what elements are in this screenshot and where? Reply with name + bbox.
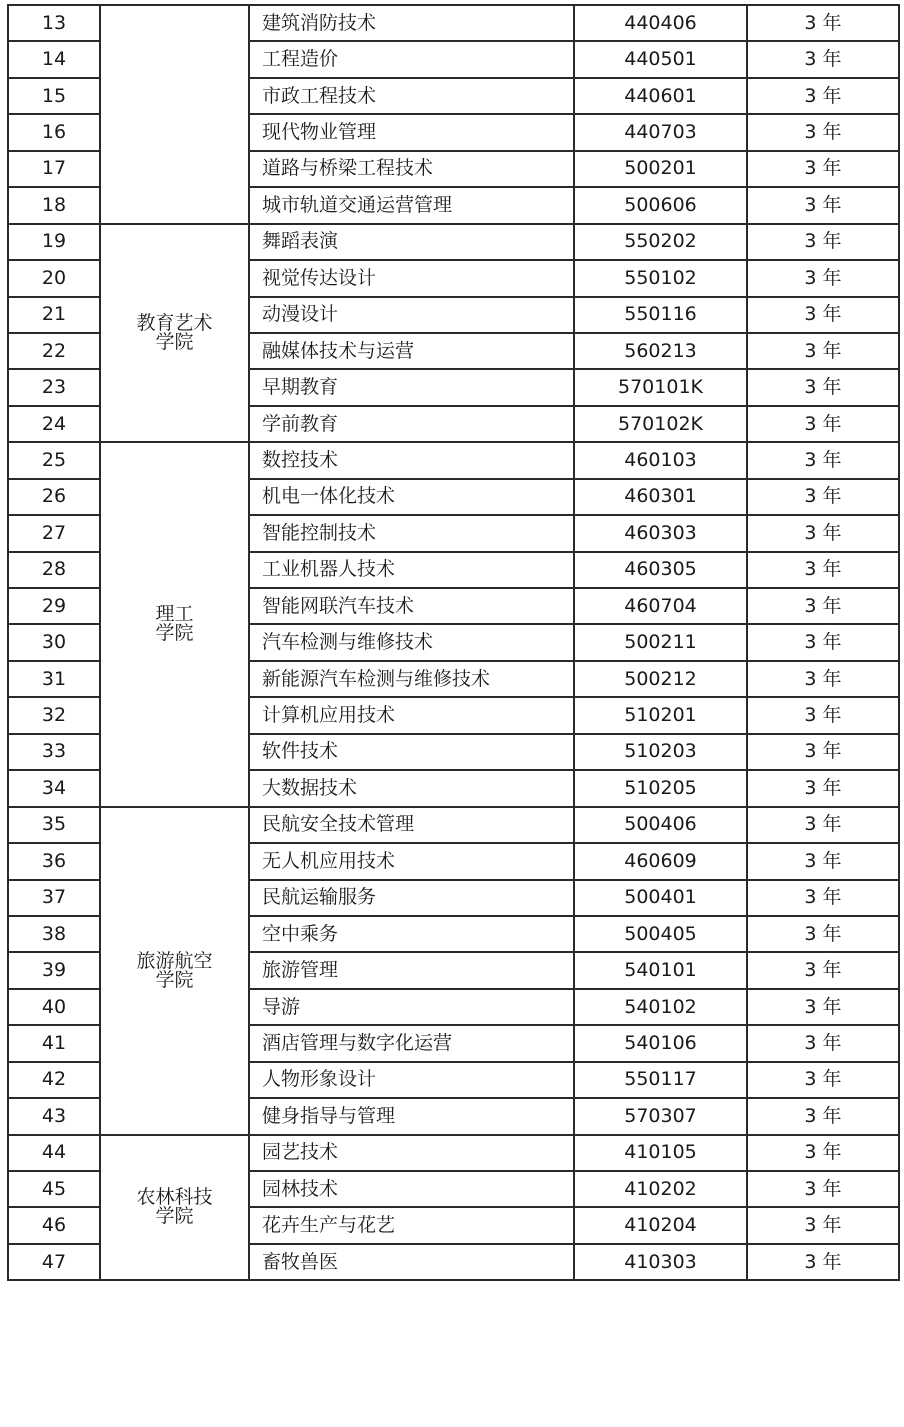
major-name: 新能源汽车检测与维修技术 — [249, 661, 574, 697]
row-number: 38 — [8, 916, 100, 952]
major-code: 540101 — [574, 952, 747, 988]
major-name: 民航安全技术管理 — [249, 807, 574, 843]
study-duration: 3 年 — [747, 697, 899, 733]
major-name: 健身指导与管理 — [249, 1098, 574, 1134]
major-name: 工业机器人技术 — [249, 552, 574, 588]
row-number: 22 — [8, 333, 100, 369]
study-duration: 3 年 — [747, 989, 899, 1025]
major-code: 460704 — [574, 588, 747, 624]
major-code: 440501 — [574, 41, 747, 77]
major-name: 动漫设计 — [249, 297, 574, 333]
major-code: 570101K — [574, 369, 747, 405]
study-duration: 3 年 — [747, 916, 899, 952]
study-duration: 3 年 — [747, 1025, 899, 1061]
row-number: 45 — [8, 1171, 100, 1207]
study-duration: 3 年 — [747, 1207, 899, 1243]
major-code: 550117 — [574, 1062, 747, 1098]
study-duration: 3 年 — [747, 479, 899, 515]
study-duration: 3 年 — [747, 442, 899, 478]
major-code: 500606 — [574, 187, 747, 223]
major-name: 智能网联汽车技术 — [249, 588, 574, 624]
study-duration: 3 年 — [747, 1244, 899, 1280]
study-duration: 3 年 — [747, 624, 899, 660]
study-duration: 3 年 — [747, 734, 899, 770]
study-duration: 3 年 — [747, 661, 899, 697]
major-name: 空中乘务 — [249, 916, 574, 952]
study-duration: 3 年 — [747, 1098, 899, 1134]
row-number: 30 — [8, 624, 100, 660]
study-duration: 3 年 — [747, 41, 899, 77]
row-number: 32 — [8, 697, 100, 733]
major-code: 500405 — [574, 916, 747, 952]
row-number: 36 — [8, 843, 100, 879]
major-code: 460609 — [574, 843, 747, 879]
major-code: 510201 — [574, 697, 747, 733]
major-code: 570102K — [574, 406, 747, 442]
major-name: 早期教育 — [249, 369, 574, 405]
study-duration: 3 年 — [747, 114, 899, 150]
row-number: 26 — [8, 479, 100, 515]
table-row — [8, 442, 899, 478]
major-name: 花卉生产与花艺 — [249, 1207, 574, 1243]
college-name-line: 教育艺术 — [136, 311, 213, 334]
majors-table — [7, 4, 900, 1281]
major-code: 550102 — [574, 260, 747, 296]
major-code: 560213 — [574, 333, 747, 369]
college-cell — [100, 442, 249, 806]
study-duration: 3 年 — [747, 1171, 899, 1207]
college-name-line: 旅游航空 — [136, 949, 213, 972]
major-name: 无人机应用技术 — [249, 843, 574, 879]
major-name: 城市轨道交通运营管理 — [249, 187, 574, 223]
study-duration: 3 年 — [747, 515, 899, 551]
study-duration: 3 年 — [747, 151, 899, 187]
major-code: 410204 — [574, 1207, 747, 1243]
major-code: 410202 — [574, 1171, 747, 1207]
row-number: 40 — [8, 989, 100, 1025]
study-duration: 3 年 — [747, 187, 899, 223]
major-name: 舞蹈表演 — [249, 224, 574, 260]
table-row — [8, 1135, 899, 1171]
major-name: 汽车检测与维修技术 — [249, 624, 574, 660]
major-name: 现代物业管理 — [249, 114, 574, 150]
row-number: 33 — [8, 734, 100, 770]
major-name: 智能控制技术 — [249, 515, 574, 551]
major-code: 540102 — [574, 989, 747, 1025]
major-name: 数控技术 — [249, 442, 574, 478]
table-row — [8, 807, 899, 843]
row-number: 20 — [8, 260, 100, 296]
major-code: 500406 — [574, 807, 747, 843]
row-number: 23 — [8, 369, 100, 405]
row-number: 42 — [8, 1062, 100, 1098]
row-number: 19 — [8, 224, 100, 260]
major-name: 工程造价 — [249, 41, 574, 77]
college-name-line: 农林科技 — [136, 1186, 213, 1209]
study-duration: 3 年 — [747, 552, 899, 588]
college-cell — [100, 1135, 249, 1281]
major-code: 460303 — [574, 515, 747, 551]
major-code: 550202 — [574, 224, 747, 260]
major-code: 440601 — [574, 78, 747, 114]
study-duration: 3 年 — [747, 807, 899, 843]
row-number: 37 — [8, 880, 100, 916]
majors-table-body — [8, 5, 899, 1280]
major-code: 440703 — [574, 114, 747, 150]
table-row — [8, 224, 899, 260]
college-name-line: 学院 — [155, 622, 194, 645]
study-duration: 3 年 — [747, 952, 899, 988]
major-code: 540106 — [574, 1025, 747, 1061]
row-number: 28 — [8, 552, 100, 588]
major-code: 500401 — [574, 880, 747, 916]
major-name: 软件技术 — [249, 734, 574, 770]
major-name: 学前教育 — [249, 406, 574, 442]
major-name: 旅游管理 — [249, 952, 574, 988]
study-duration: 3 年 — [747, 588, 899, 624]
major-name: 计算机应用技术 — [249, 697, 574, 733]
row-number: 47 — [8, 1244, 100, 1280]
major-name: 园艺技术 — [249, 1135, 574, 1171]
college-cell — [100, 5, 249, 224]
major-name: 市政工程技术 — [249, 78, 574, 114]
row-number: 43 — [8, 1098, 100, 1134]
row-number: 31 — [8, 661, 100, 697]
major-name: 导游 — [249, 989, 574, 1025]
row-number: 24 — [8, 406, 100, 442]
row-number: 29 — [8, 588, 100, 624]
row-number: 18 — [8, 187, 100, 223]
major-name: 民航运输服务 — [249, 880, 574, 916]
major-code: 500212 — [574, 661, 747, 697]
college-name-line: 理工 — [155, 603, 194, 626]
row-number: 25 — [8, 442, 100, 478]
row-number: 16 — [8, 114, 100, 150]
row-number: 13 — [8, 5, 100, 41]
college-name-line: 学院 — [155, 968, 194, 991]
study-duration: 3 年 — [747, 369, 899, 405]
major-name: 园林技术 — [249, 1171, 574, 1207]
major-code: 500201 — [574, 151, 747, 187]
study-duration: 3 年 — [747, 260, 899, 296]
college-cell — [100, 224, 249, 443]
major-name: 视觉传达设计 — [249, 260, 574, 296]
study-duration: 3 年 — [747, 224, 899, 260]
major-name: 机电一体化技术 — [249, 479, 574, 515]
row-number: 14 — [8, 41, 100, 77]
major-code: 460103 — [574, 442, 747, 478]
table-row — [8, 5, 899, 41]
study-duration: 3 年 — [747, 843, 899, 879]
row-number: 39 — [8, 952, 100, 988]
row-number: 15 — [8, 78, 100, 114]
major-code: 460301 — [574, 479, 747, 515]
row-number: 34 — [8, 770, 100, 806]
major-name: 融媒体技术与运营 — [249, 333, 574, 369]
major-code: 410105 — [574, 1135, 747, 1171]
study-duration: 3 年 — [747, 297, 899, 333]
major-name: 道路与桥梁工程技术 — [249, 151, 574, 187]
major-name: 酒店管理与数字化运营 — [249, 1025, 574, 1061]
study-duration: 3 年 — [747, 78, 899, 114]
study-duration: 3 年 — [747, 333, 899, 369]
study-duration: 3 年 — [747, 1062, 899, 1098]
college-name-line: 学院 — [155, 1205, 194, 1228]
major-code: 510205 — [574, 770, 747, 806]
major-code: 460305 — [574, 552, 747, 588]
college-cell — [100, 807, 249, 1135]
study-duration: 3 年 — [747, 5, 899, 41]
row-number: 27 — [8, 515, 100, 551]
college-name-line: 学院 — [155, 330, 194, 353]
row-number: 46 — [8, 1207, 100, 1243]
major-code: 570307 — [574, 1098, 747, 1134]
major-code: 500211 — [574, 624, 747, 660]
major-name: 大数据技术 — [249, 770, 574, 806]
study-duration: 3 年 — [747, 1135, 899, 1171]
major-code: 550116 — [574, 297, 747, 333]
row-number: 35 — [8, 807, 100, 843]
row-number: 44 — [8, 1135, 100, 1171]
row-number: 17 — [8, 151, 100, 187]
major-name: 畜牧兽医 — [249, 1244, 574, 1280]
major-code: 410303 — [574, 1244, 747, 1280]
major-code: 440406 — [574, 5, 747, 41]
row-number: 41 — [8, 1025, 100, 1061]
study-duration: 3 年 — [747, 880, 899, 916]
major-name: 人物形象设计 — [249, 1062, 574, 1098]
major-name: 建筑消防技术 — [249, 5, 574, 41]
study-duration: 3 年 — [747, 770, 899, 806]
row-number: 21 — [8, 297, 100, 333]
study-duration: 3 年 — [747, 406, 899, 442]
major-code: 510203 — [574, 734, 747, 770]
